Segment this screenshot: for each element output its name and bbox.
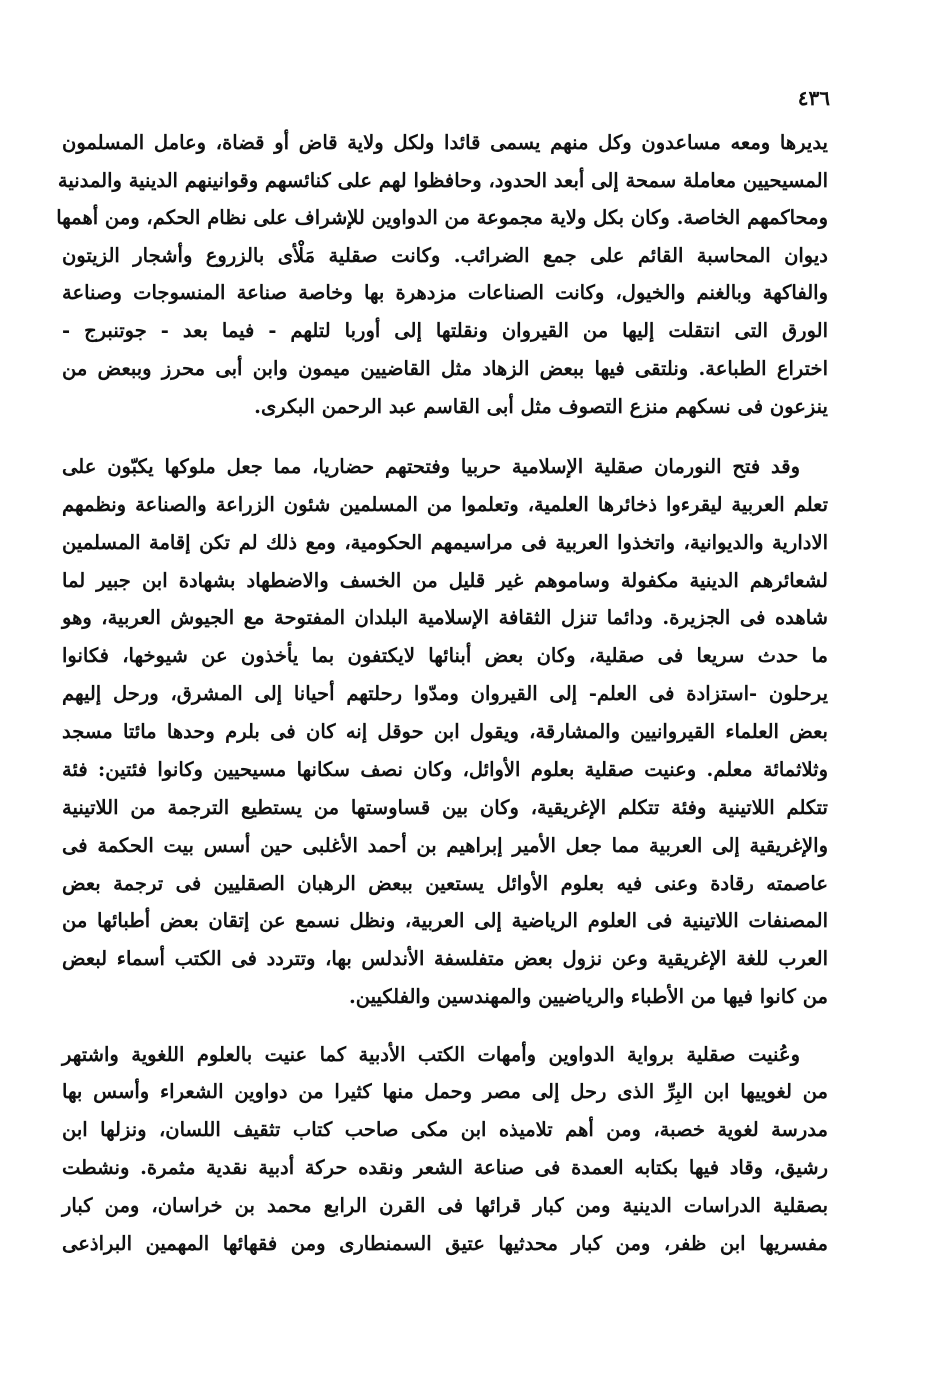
text-line: مدرسة لغوية خصبة، ومن أهم تلاميذه ابن مكى صاحب كتاب تثقيف اللسان، ونزلها ابن [62, 1118, 828, 1141]
text-line: بعض العلماء القيروانيين والمشارقة، ويقول ابن حوقل إنه كان فى بلرم وحدها مائتا مسجد [62, 720, 828, 743]
text-line: تتكلم اللاتينية وفئة تتكلم الإغريقية، وكان بين قساوستها من يستطيع الترجمة من اللاتينية [62, 796, 828, 819]
text-line: بصقلية الدراسات الدينية ومن كبار قرائها فى القرن الرابع محمد بن خراسان، ومن كبار [62, 1194, 828, 1217]
text-line: مفسريها ابن ظفر، ومن كبار محدثيها عتيق السمنطارى ومن فقهائها المهمين البراذعى [62, 1232, 828, 1255]
text-line: المصنفات اللاتينية فى العلوم الرياضية إلى العربية، ونظل نسمع عن إتقان بعض أطبائها من [62, 909, 828, 932]
text-line: لشعائرهم الدينية مكفولة وساموهم غير قليل من الخسف والاضطهاد بشهادة ابن جبير لما [62, 569, 828, 592]
text-line: تعلم العربية ليقرءوا ذخائرها العلمية، وتعلموا من المسلمين شئون الزراعة والصناعة ونظمهم [62, 493, 828, 516]
text-line: ومحاكمهم الخاصة. وكان بكل ولاية مجموعة من الدواوين للإشراف على نظام الحكم، ومن أهمها [56, 206, 828, 229]
text-line: شاهده فى الجزيرة. ودائما تنزل الثقافة الإسلامية البلدان المفتوحة مع الجيوش العربية، وهو [62, 606, 828, 629]
text-line: وقد فتح النورمان صقلية الإسلامية حربيا وفتحتهم حضاريا، مما جعل ملوكها يكبّون على [62, 455, 800, 478]
text-line: يديرها ومعه مساعدون وكل منهم يسمى قائدا ولكل ولاية قاض أو قضاة، وعامل المسلمون [62, 131, 828, 154]
text-line: رشيق، وقاد فيها بكتابه العمدة فى صناعة الشعر ونقده حركة أدبية نقدية مثمرة. ونشطت [62, 1156, 828, 1179]
text-line: عاصمته رقادة وعنى فيه بعلوم الأوائل يستعين ببعض الرهبان الصقليين فى ترجمة بعض [62, 872, 828, 895]
page-number: ٤٣٦ [797, 86, 830, 110]
text-line: ما حدث سريعا فى صقلية، وكان بعض أبنائها لايكتفون بما يأخذون عن شيوخها، فكانوا [62, 644, 828, 667]
text-line: الادارية والديوانية، واتخذوا العربية فى مراسيمهم الحكومية، ومع ذلك لم تكن إقامة المسلمين [62, 531, 828, 554]
text-line: ينزعون فى نسكهم منزع التصوف مثل أبى القاسم عبد الرحمن البكرى. [254, 395, 828, 418]
text-line: وثلاثمائة معلم. وعنيت صقلية بعلوم الأوائل، وكان نصف سكانها مسيحيين وكانوا فئتين: فئة [62, 758, 828, 781]
text-line: المسيحيين معاملة سمحة إلى أبعد الحدود، وحافظوا لهم على كنائسهم وقوانينهم الدينية والمدنية [57, 169, 828, 192]
text-line: العرب للغة الإغريقية وعن نزول بعض متفلسفة الأندلس بها، وتتردد فى الكتب أسماء لبعض [62, 947, 828, 970]
text-line: من كانوا فيها من الأطباء والرياضيين والمهندسين والفلكيين. [349, 985, 828, 1008]
text-line: الورق التى انتقلت إليها من القيروان ونقلتها إلى أوربا لتلهم - فيما بعد - جوتنبرج - [62, 319, 828, 342]
text-line: والإغريقية إلى العربية مما جعل الأمير إبراهيم بن أحمد الأغلبى حين أسس بيت الحكمة فى [62, 834, 828, 857]
text-line: والفاكهة وبالغنم والخيول، وكانت الصناعات مزدهرة بها وخاصة صناعة المنسوجات وصناعة [62, 281, 828, 304]
text-line: وعُنيت صقلية برواية الدواوين وأمهات الكتب الأدبية كما عنيت بالعلوم اللغوية واشتهر [62, 1043, 800, 1066]
text-line: ديوان المحاسبة القائم على جمع الضرائب. وكانت صقلية مَلْأى بالزروع وأشجار الزيتون [62, 244, 828, 267]
text-line: اختراع الطباعة. ونلتقى فيها ببعض الزهاد مثل القاضيين ميمون وابن أبى محرز وببعض من [62, 357, 828, 380]
text-line: يرحلون -استزادة فى العلم- إلى القيروان ومدّوا رحلتهم أحيانا إلى المشرق، ورحل إليهم [62, 682, 828, 705]
text-line: من لغوييها ابن البِرِّ الذى رحل إلى مصر وحمل منها كثيرا من دواوين الشعراء وأسس بها [62, 1080, 828, 1103]
